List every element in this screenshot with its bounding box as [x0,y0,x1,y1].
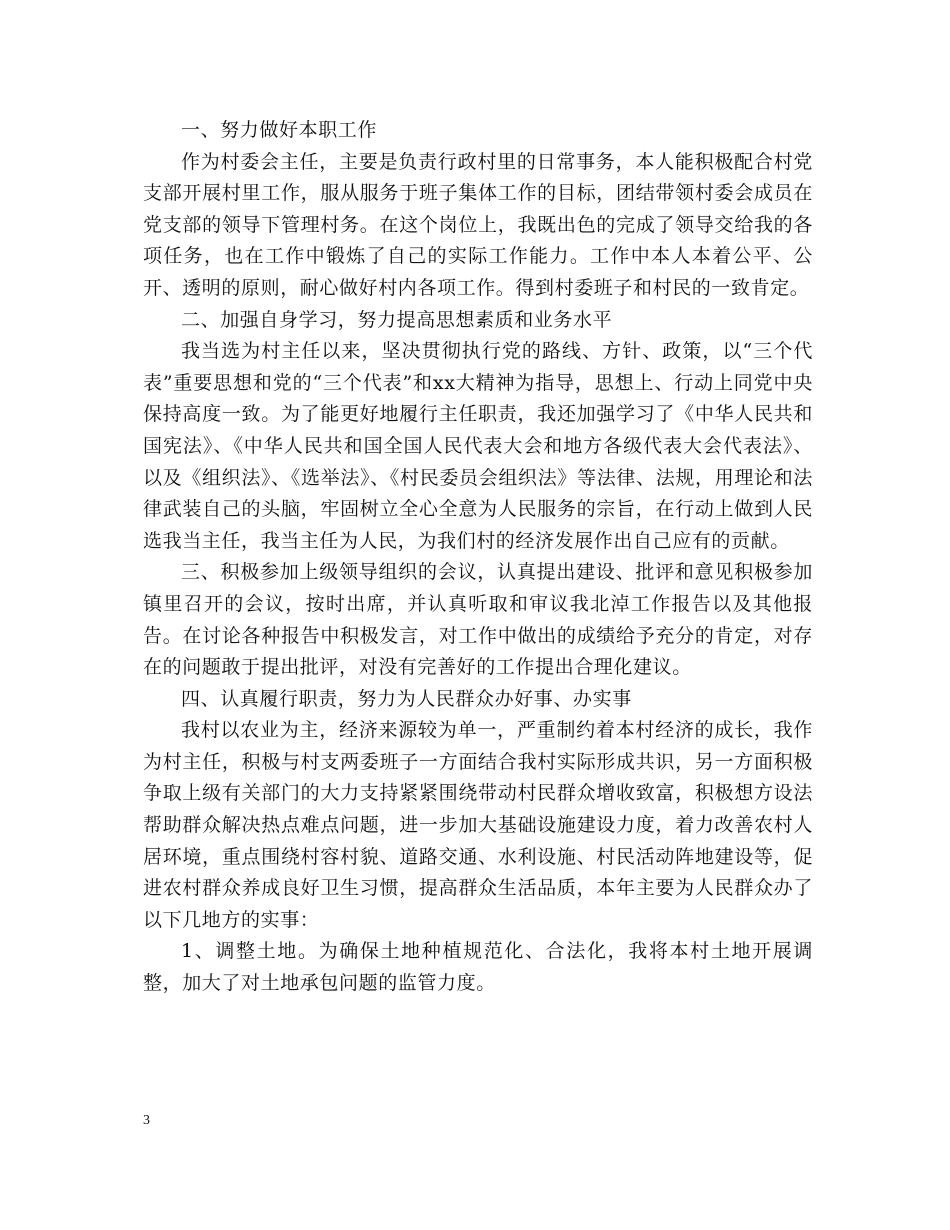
paragraph-2: 我当选为村主任以来，坚决贯彻执行党的路线、方针、政策，以“三个代表”重要思想和党的“三个代表”和xx大精神为指导，思想上、行动上同党中央保持高度一致。为了能更好地履行主任职责，我还加强学习了《中华人民共和国宪法》、《中华人民共和国全国人民代表大会和地方各级代表大会代表法》、以及《组织法》、《选举法》、《村民委员会组织法》等法律、法规，用理论和法律武装自己的头脑，牢固树立全心全意为人民服务的宗旨，在行动上做到人民选我当主任，我当主任为人民，为我们村的经济发展作出自己应有的贡献。 [143,340,813,552]
paragraph-3: 我村以农业为主，经济来源较为单一，严重制约着本村经济的成长，我作为村主任，积极与村支两委班子一方面结合我村实际形成共识，另一方面积极争取上级有关部门的大力支持紧紧围绕带动村民群众增收致富，积极想方设法帮助群众解决热点难点问题，进一步加大基础设施建设力度，着力改善农村人居环境，重点围绕村容村貌、道路交通、水利设施、村民活动阵地建设等，促进农村群众养成良好卫生习惯，提高群众生活品质，本年主要为人民群众办了以下几地方的实事： [143,719,813,931]
section-heading-3: 三、积极参加上级领导组织的会议，认真提出建设、批评和意见积极参加镇里召开的会议，按时出席，并认真听取和审议我北淖工作报告以及其他报告。在讨论各种报告中积极发言，对工作中做出的成绩给予充分的肯定，对存在的问题敢于提出批评，对没有完善好的工作提出合理化建议。 [143,561,813,679]
section-heading-4: 四、认真履行职责，努力为人民群众办好事、办实事 [181,687,632,710]
page-number: 3 [143,1113,150,1128]
paragraph-1: 作为村委会主任，主要是负责行政村里的日常事务，本人能积极配合村党支部开展村里工作，服从服务于班子集体工作的目标，团结带领村委会成员在党支部的领导下管理村务。在这个岗位上，我既出色的完成了领导交给我的各项任务，也在工作中锻炼了自己的实际工作能力。工作中本人本着公平、公开、透明的原则，耐心做好村内各项工作。得到村委班子和村民的一致肯定。 [143,150,813,299]
document-body [143,115,813,1000]
section-heading-2: 二、加强自身学习，努力提高思想素质和业务水平 [181,308,613,331]
list-item-1: 1、调整土地。为确保土地种植规范化、合法化，我将本村土地开展调整，加大了对土地承包问题的监管力度。 [143,940,813,995]
section-heading-1: 一、努力做好本职工作 [181,119,378,141]
